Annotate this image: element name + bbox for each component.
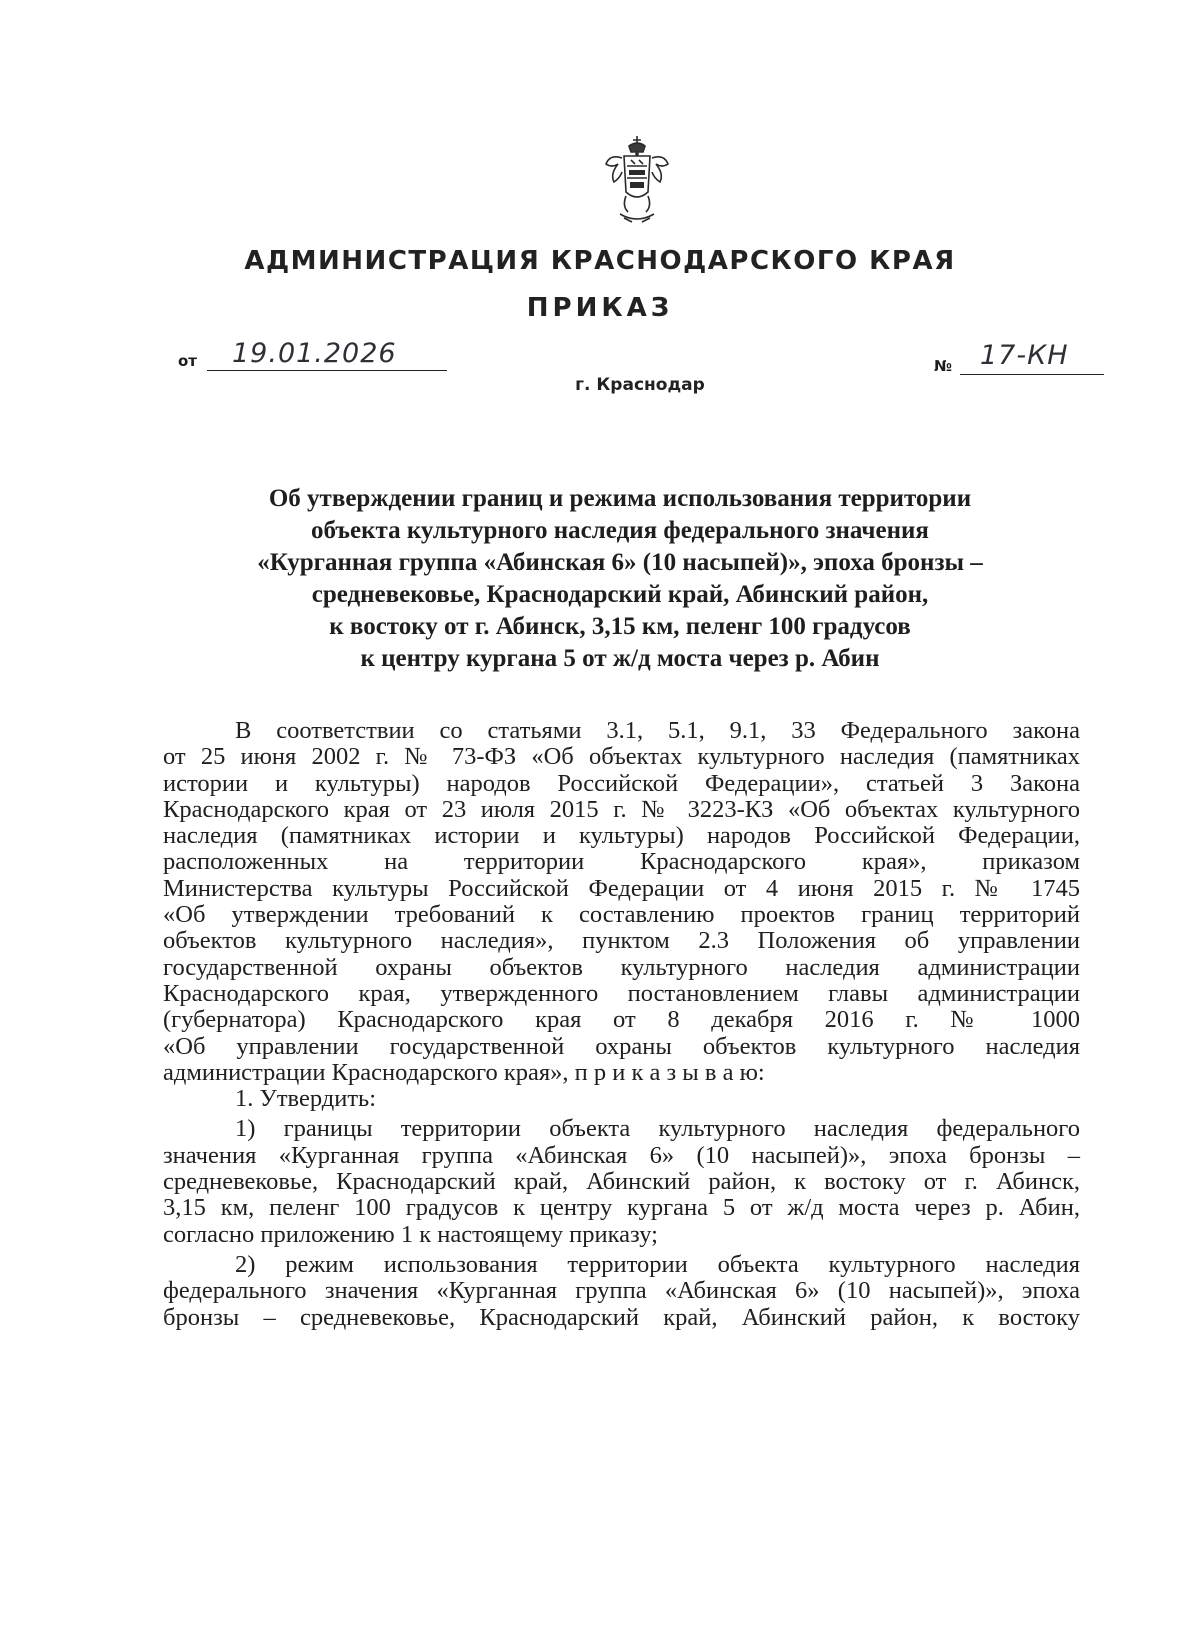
title-line: «Курганная группа «Абинская 6» (10 насыпей)», эпоха бронзы – — [257, 549, 983, 576]
title-line: Об утверждении границ и режима использования территории — [268, 485, 972, 512]
date-underline — [207, 370, 447, 371]
preamble-line: В соответствии со статьями 3.1, 5.1, 9.1, 33 Федерального закона — [235, 717, 1080, 744]
preamble-line: «Об утверждении требований к составлению проектов границ территорий — [163, 901, 1080, 929]
subitem-2-line: федерального значения «Курганная группа «Абинская 6» (10 насыпей)», эпоха — [163, 1277, 1080, 1305]
document-type: ПРИКАЗ — [526, 293, 674, 323]
preamble-line: Краснодарского края от 23 июля 2015 г. № 3223-КЗ «Об объектах культурного — [163, 795, 1080, 823]
date-label: от — [178, 352, 197, 370]
subitem-1-line: 1) границы территории объекта культурного наследия федерального — [235, 1115, 1080, 1143]
preamble-line: государственной охраны объектов культурного наследия администрации — [163, 953, 1080, 981]
preamble-line: расположенных на территории Краснодарского края», приказом — [163, 848, 1080, 876]
document-body — [163, 718, 1080, 1331]
subitem-1-paragraph — [163, 1116, 1080, 1247]
subitem-2-line: бронзы – средневековье, Краснодарский край, Абинский район, к востоку — [163, 1303, 1080, 1331]
number-label: № — [934, 357, 953, 375]
preamble-line: от 25 июня 2002 г. № 73-ФЗ «Об объектах культурного наследия (памятниках — [163, 743, 1080, 771]
title-line: к востоку от г. Абинск, 3,15 км, пеленг 100 градусов — [329, 613, 911, 640]
preamble-line: истории и культуры) народов Российской Федерации», статьей 3 Закона — [163, 769, 1080, 797]
preamble-line: объектов культурного наследия», пунктом 2.3 Положения об управлении — [163, 927, 1080, 955]
number-underline — [960, 374, 1104, 375]
title-line: к центру кургана 5 от ж/д моста через р. Абин — [360, 645, 880, 672]
preamble-line: «Об управлении государственной охраны объектов культурного наследия — [163, 1032, 1080, 1060]
organization-name: АДМИНИСТРАЦИЯ КРАСНОДАРСКОГО КРАЯ — [244, 246, 956, 276]
title-line: средневековье, Краснодарский край, Абинский район, — [311, 581, 929, 608]
subitem-1-line: средневековье, Краснодарский край, Абинский район, к востоку от г. Абинск, — [163, 1168, 1080, 1196]
preamble-line: Краснодарского края, утвержденного постановлением главы администрации — [163, 979, 1080, 1007]
document-title — [160, 483, 1080, 675]
preamble-line: Министерства культуры Российской Федерации от 4 июня 2015 г. № 1745 — [163, 874, 1080, 902]
preamble-line: наследия (памятниках истории и культуры) народов Российской Федерации, — [163, 822, 1080, 850]
subitem-1-line: 3,15 км, пеленг 100 градусов к центру кургана 5 от ж/д моста через р. Абин, — [163, 1194, 1080, 1222]
date-handwritten: 19.01.2026 — [232, 338, 397, 369]
preamble-paragraph — [163, 718, 1080, 1086]
subitem-1-line: согласно приложению 1 к настоящему приказу; — [163, 1220, 658, 1248]
city-name: г. Краснодар — [575, 375, 705, 395]
subitem-2-line: 2) режим использования территории объекта культурного наследия — [235, 1250, 1080, 1278]
title-line: объекта культурного наследия федерального значения — [311, 517, 929, 544]
preamble-line: (губернатора) Краснодарского края от 8 декабря 2016 г. № 1000 — [163, 1006, 1080, 1034]
subitem-1-line: значения «Курганная группа «Абинская 6» (10 насыпей)», эпоха бронзы – — [163, 1141, 1080, 1169]
item-1-heading: 1. Утвердить: — [235, 1085, 377, 1113]
subitem-2-paragraph — [163, 1252, 1080, 1331]
krasnodar-coat-of-arms-emblem — [602, 134, 672, 226]
preamble-line: администрации Краснодарского края», п р и к а з ы в а ю: — [163, 1058, 765, 1086]
number-handwritten: 17-КН — [980, 340, 1069, 371]
